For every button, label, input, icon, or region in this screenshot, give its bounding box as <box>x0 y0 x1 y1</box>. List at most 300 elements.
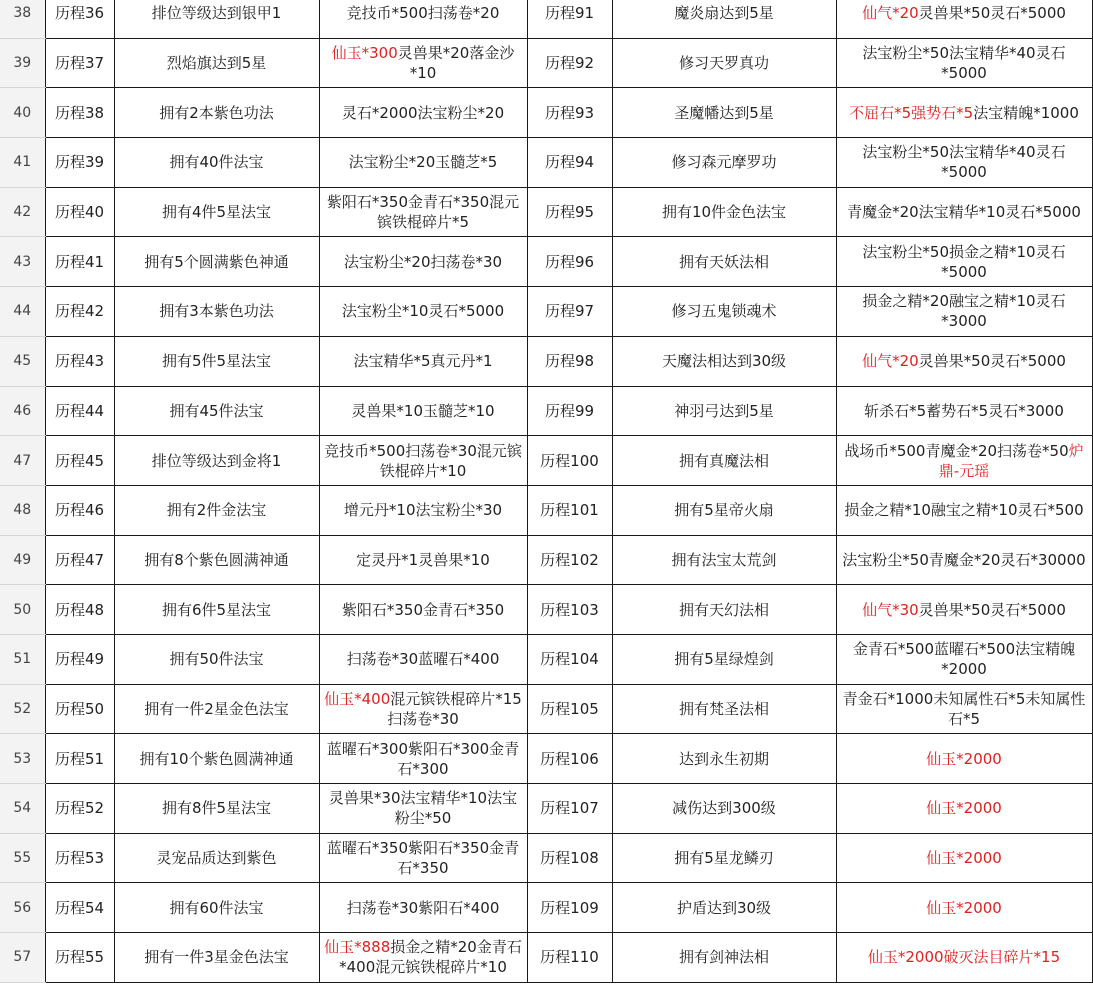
reward-segment: 青魔金*20法宝精华*10灵石*5000 <box>847 203 1081 222</box>
table-row <box>0 734 1092 784</box>
milestone-id-text: 历程53 <box>54 849 105 868</box>
left-task[interactable] <box>114 138 319 188</box>
row-number-label: 40 <box>13 104 32 121</box>
right-task[interactable] <box>612 287 836 337</box>
milestone-id-text: 历程101 <box>540 501 599 520</box>
milestone-id-text: 历程42 <box>54 302 105 321</box>
table-row <box>0 933 1092 983</box>
right-reward[interactable] <box>836 187 1092 237</box>
reward-segment: 法宝粉尘*50损金之精*10灵石*5000 <box>862 242 1066 281</box>
reward-segment: 定灵丹*1灵兽果*10 <box>356 550 490 569</box>
row-number[interactable] <box>0 585 45 635</box>
reward-segment: 损金之精*10融宝之精*10灵石*500 <box>844 501 1084 520</box>
task-text: 拥有5星绿煌剑 <box>674 650 774 669</box>
task-text: 修习五鬼锁魂术 <box>671 302 777 321</box>
right-reward[interactable] <box>836 88 1092 138</box>
left-task[interactable] <box>114 784 319 834</box>
table-row <box>0 485 1092 535</box>
table-row <box>0 684 1092 734</box>
task-text: 修习天罗真功 <box>678 54 769 73</box>
reward-segment: 法宝粉尘*10灵石*5000 <box>341 302 505 321</box>
right-task[interactable] <box>612 585 836 635</box>
left-milestone-id[interactable] <box>45 933 114 983</box>
reward-segment: 灵石*2000法宝粉尘*20 <box>341 103 505 122</box>
right-milestone-id[interactable] <box>527 883 612 933</box>
left-reward[interactable] <box>319 734 527 784</box>
task-text: 排位等级达到金将1 <box>151 451 282 470</box>
left-task[interactable] <box>114 634 319 684</box>
right-reward[interactable] <box>836 237 1092 287</box>
reward-segment: 仙气*20 <box>862 352 919 371</box>
task-text: 拥有一件3星金色法宝 <box>144 948 289 967</box>
task-text: 修习森元摩罗功 <box>671 153 777 172</box>
table-row <box>0 883 1092 933</box>
right-milestone-id[interactable] <box>527 336 612 386</box>
row-number-label: 52 <box>13 700 32 717</box>
right-reward[interactable] <box>836 38 1092 88</box>
task-text: 拥有天妖法相 <box>678 252 769 271</box>
row-number-label: 57 <box>13 949 32 966</box>
task-text: 拥有天幻法相 <box>678 600 769 619</box>
right-milestone-id[interactable] <box>527 833 612 883</box>
milestone-id-text: 历程47 <box>54 550 105 569</box>
right-task[interactable] <box>612 933 836 983</box>
milestone-id-text: 历程41 <box>54 252 105 271</box>
row-number[interactable] <box>0 237 45 287</box>
right-reward[interactable] <box>836 336 1092 386</box>
left-milestone-id[interactable] <box>45 138 114 188</box>
left-task[interactable] <box>114 485 319 535</box>
right-reward[interactable] <box>836 386 1092 436</box>
row-number[interactable] <box>0 833 45 883</box>
right-reward[interactable] <box>836 535 1092 585</box>
row-number-label: 44 <box>13 303 32 320</box>
right-milestone-id[interactable] <box>527 485 612 535</box>
row-number[interactable] <box>0 88 45 138</box>
table-row <box>0 88 1092 138</box>
right-milestone-id[interactable] <box>527 684 612 734</box>
table-row <box>0 634 1092 684</box>
left-task[interactable] <box>114 88 319 138</box>
task-text: 拥有8件5星法宝 <box>161 799 272 818</box>
task-text: 天魔法相达到30级 <box>661 352 787 371</box>
left-reward[interactable] <box>319 287 527 337</box>
reward-segment: 仙玉*2000 <box>926 749 1002 768</box>
right-milestone-id[interactable] <box>527 187 612 237</box>
reward-segment: 增元丹*10法宝粉尘*30 <box>343 501 503 520</box>
task-text: 拥有60件法宝 <box>169 898 264 917</box>
row-number-label: 41 <box>13 154 32 171</box>
milestone-id-text: 历程48 <box>54 600 105 619</box>
reward-segment: 法宝粉尘*20扫荡卷*30 <box>343 252 503 271</box>
reward-segment: 紫阳石*350金青石*350混元镔铁棍碎片*5 <box>326 193 520 232</box>
right-reward[interactable] <box>836 734 1092 784</box>
row-number-label: 53 <box>13 750 32 767</box>
right-milestone-id[interactable] <box>527 634 612 684</box>
reward-segment: 灵兽果*50灵石*5000 <box>918 4 1066 23</box>
left-milestone-id[interactable] <box>45 585 114 635</box>
reward-segment: 扫荡卷*30紫阳石*400 <box>346 898 500 917</box>
right-task[interactable] <box>612 535 836 585</box>
task-text: 拥有5件5星法宝 <box>161 352 272 371</box>
milestone-id-text: 历程40 <box>54 203 105 222</box>
table-row <box>0 287 1092 337</box>
task-text: 护盾达到30级 <box>676 898 772 917</box>
reward-segment: 灵兽果*30法宝精华*10法宝粉尘*50 <box>328 789 518 828</box>
milestone-id-text: 历程99 <box>544 401 595 420</box>
row-number-label: 56 <box>13 899 32 916</box>
left-task[interactable] <box>114 933 319 983</box>
right-task[interactable] <box>612 784 836 834</box>
left-task[interactable] <box>114 336 319 386</box>
left-task[interactable] <box>114 585 319 635</box>
left-reward[interactable] <box>319 933 527 983</box>
right-milestone-id[interactable] <box>527 585 612 635</box>
task-text: 拥有50件法宝 <box>169 650 264 669</box>
milestone-id-text: 历程54 <box>54 898 105 917</box>
reward-segment: 损金之精*20融宝之精*10灵石*3000 <box>862 292 1066 331</box>
right-task[interactable] <box>612 187 836 237</box>
table-row <box>0 386 1092 436</box>
left-task[interactable] <box>114 436 319 486</box>
row-number-label: 42 <box>13 204 32 221</box>
left-task[interactable] <box>114 684 319 734</box>
left-reward[interactable] <box>319 485 527 535</box>
task-text: 拥有4件5星法宝 <box>161 203 272 222</box>
task-text: 拥有5星帝火扇 <box>674 501 774 520</box>
reward-segment: 扫荡卷*30蓝曜石*400 <box>346 650 500 669</box>
row-number-label: 46 <box>13 402 32 419</box>
right-reward[interactable] <box>836 138 1092 188</box>
right-milestone-id[interactable] <box>527 535 612 585</box>
left-milestone-id[interactable] <box>45 485 114 535</box>
right-milestone-id[interactable] <box>527 734 612 784</box>
left-reward[interactable] <box>319 88 527 138</box>
right-reward[interactable] <box>836 585 1092 635</box>
table-row <box>0 237 1092 287</box>
right-task[interactable] <box>612 237 836 287</box>
milestone-id-text: 历程37 <box>54 54 105 73</box>
right-reward[interactable] <box>836 684 1092 734</box>
left-milestone-id[interactable] <box>45 88 114 138</box>
row-number[interactable] <box>0 535 45 585</box>
left-reward[interactable] <box>319 0 527 38</box>
left-task[interactable] <box>114 734 319 784</box>
milestone-id-text: 历程38 <box>54 103 105 122</box>
left-reward[interactable] <box>319 833 527 883</box>
milestone-id-text: 历程43 <box>54 352 105 371</box>
table-row <box>0 833 1092 883</box>
task-text: 拥有8个紫色圆满神通 <box>144 550 289 569</box>
milestone-id-text: 历程91 <box>544 4 595 23</box>
table-row <box>0 585 1092 635</box>
left-task[interactable] <box>114 386 319 436</box>
right-reward[interactable] <box>836 833 1092 883</box>
milestone-id-text: 历程52 <box>54 799 105 818</box>
milestone-id-text: 历程98 <box>544 352 595 371</box>
left-milestone-id[interactable] <box>45 684 114 734</box>
right-task[interactable] <box>612 138 836 188</box>
left-reward[interactable] <box>319 684 527 734</box>
right-task[interactable] <box>612 684 836 734</box>
left-milestone-id[interactable] <box>45 784 114 834</box>
right-task[interactable] <box>612 485 836 535</box>
reward-segment: 金青石*500蓝曜石*500法宝精魄*2000 <box>852 640 1076 679</box>
milestone-id-text: 历程102 <box>540 550 599 569</box>
milestone-id-text: 历程44 <box>54 401 105 420</box>
reward-segment: 法宝精魄*1000 <box>973 103 1079 122</box>
milestone-id-text: 历程109 <box>540 898 599 917</box>
row-number[interactable] <box>0 138 45 188</box>
right-milestone-id[interactable] <box>527 287 612 337</box>
left-milestone-id[interactable] <box>45 336 114 386</box>
right-milestone-id[interactable] <box>527 933 612 983</box>
reward-segment: 仙玉*2000 <box>926 799 1002 818</box>
milestone-id-text: 历程94 <box>544 153 595 172</box>
reward-segment: 仙玉*2000 <box>926 849 1002 868</box>
left-task[interactable] <box>114 237 319 287</box>
left-reward[interactable] <box>319 585 527 635</box>
reward-segment: 仙玉*888 <box>324 938 391 957</box>
left-task[interactable] <box>114 287 319 337</box>
task-text: 拥有2件金法宝 <box>166 501 267 520</box>
task-text: 灵宠品质达到紫色 <box>156 849 277 868</box>
row-number[interactable] <box>0 0 45 38</box>
milestone-id-text: 历程49 <box>54 650 105 669</box>
task-text: 拥有10个紫色圆满神通 <box>139 749 294 768</box>
row-number-label: 48 <box>13 502 32 519</box>
milestone-id-text: 历程39 <box>54 153 105 172</box>
right-task[interactable] <box>612 0 836 38</box>
right-task[interactable] <box>612 883 836 933</box>
row-number-label: 51 <box>13 651 32 668</box>
right-milestone-id[interactable] <box>527 88 612 138</box>
reward-segment: 法宝精华*5真元丹*1 <box>353 352 493 371</box>
row-number-label: 50 <box>13 601 32 618</box>
milestone-id-text: 历程36 <box>54 4 105 23</box>
reward-segment: 仙玉*2000 <box>926 898 1002 917</box>
table-row <box>0 436 1092 486</box>
reward-segment: 仙玉*400 <box>324 689 391 708</box>
left-reward[interactable] <box>319 336 527 386</box>
left-task[interactable] <box>114 883 319 933</box>
milestone-id-text: 历程51 <box>54 749 105 768</box>
row-number-label: 47 <box>13 452 32 469</box>
reward-segment: 混元镔铁棍碎片*15扫荡卷*30 <box>387 689 522 728</box>
milestone-id-text: 历程104 <box>540 650 599 669</box>
row-number[interactable] <box>0 784 45 834</box>
row-number[interactable] <box>0 38 45 88</box>
reward-segment: 灵兽果*20落金沙*10 <box>397 44 515 83</box>
left-milestone-id[interactable] <box>45 237 114 287</box>
reward-segment: 紫阳石*350金青石*350 <box>341 600 505 619</box>
left-reward[interactable] <box>319 784 527 834</box>
left-milestone-id[interactable] <box>45 833 114 883</box>
milestone-id-text: 历程97 <box>544 302 595 321</box>
left-milestone-id[interactable] <box>45 0 114 38</box>
row-number[interactable] <box>0 436 45 486</box>
left-milestone-id[interactable] <box>45 535 114 585</box>
milestone-id-text: 历程45 <box>54 451 105 470</box>
table-row <box>0 784 1092 834</box>
left-reward[interactable] <box>319 187 527 237</box>
right-reward[interactable] <box>836 0 1092 38</box>
milestone-id-text: 历程108 <box>540 849 599 868</box>
task-text: 神羽弓达到5星 <box>674 401 774 420</box>
reward-segment: 竞技币*500扫荡卷*20 <box>346 4 500 23</box>
milestone-id-text: 历程110 <box>540 948 599 967</box>
right-task[interactable] <box>612 336 836 386</box>
left-reward[interactable] <box>319 386 527 436</box>
task-text: 拥有10件金色法宝 <box>661 203 787 222</box>
reward-segment: 蓝曜石*300紫阳石*300金青石*300 <box>326 739 520 778</box>
left-task[interactable] <box>114 187 319 237</box>
right-reward[interactable] <box>836 634 1092 684</box>
task-text: 拥有3本紫色功法 <box>159 302 274 321</box>
right-milestone-id[interactable] <box>527 38 612 88</box>
milestone-id-text: 历程55 <box>54 948 105 967</box>
milestone-id-text: 历程95 <box>544 203 595 222</box>
row-number[interactable] <box>0 634 45 684</box>
right-reward[interactable] <box>836 784 1092 834</box>
reward-segment: 斩杀石*5蓄势石*5灵石*3000 <box>864 401 1064 420</box>
row-number[interactable] <box>0 933 45 983</box>
task-text: 拥有5星龙鳞刃 <box>674 849 774 868</box>
reward-segment: 战场币*500青魔金*20扫荡卷*50 <box>844 441 1069 460</box>
reward-segment: 法宝粉尘*20玉髓芝*5 <box>348 153 498 172</box>
right-milestone-id[interactable] <box>527 237 612 287</box>
task-text: 拥有40件法宝 <box>169 153 264 172</box>
right-reward[interactable] <box>836 485 1092 535</box>
right-reward[interactable] <box>836 287 1092 337</box>
row-number-label: 55 <box>13 850 32 867</box>
reward-segment: 法宝粉尘*50青魔金*20灵石*30000 <box>842 550 1086 569</box>
left-task[interactable] <box>114 0 319 38</box>
task-text: 拥有剑神法相 <box>678 948 769 967</box>
table-row <box>0 336 1092 386</box>
row-number[interactable] <box>0 336 45 386</box>
milestone-id-text: 历程93 <box>544 103 595 122</box>
reward-segment: 灵兽果*50灵石*5000 <box>918 600 1066 619</box>
right-task[interactable] <box>612 436 836 486</box>
left-reward[interactable] <box>319 38 527 88</box>
reward-segment: 不屈石*5强势石*5 <box>849 103 974 122</box>
left-reward[interactable] <box>319 436 527 486</box>
task-text: 拥有法宝太荒剑 <box>671 550 777 569</box>
left-reward[interactable] <box>319 634 527 684</box>
reward-segment: 法宝粉尘*50法宝精华*40灵石*5000 <box>862 143 1066 182</box>
reward-segment: 竞技币*500扫荡卷*30混元镔铁棍碎片*10 <box>324 441 522 480</box>
left-task[interactable] <box>114 38 319 88</box>
left-milestone-id[interactable] <box>45 187 114 237</box>
task-text: 圣魔幡达到5星 <box>674 103 774 122</box>
task-text: 拥有5个圆满紫色神通 <box>144 252 289 271</box>
milestone-id-text: 历程50 <box>54 699 105 718</box>
milestone-id-text: 历程106 <box>540 749 599 768</box>
row-number-label: 38 <box>13 5 32 22</box>
task-text: 魔炎扇达到5星 <box>674 4 774 23</box>
reward-segment: 蓝曜石*350紫阳石*350金青石*350 <box>326 839 520 878</box>
right-milestone-id[interactable] <box>527 436 612 486</box>
left-milestone-id[interactable] <box>45 436 114 486</box>
row-number[interactable] <box>0 883 45 933</box>
reward-segment: 损金之精*20金青石*400混元镔铁棍碎片*10 <box>339 938 522 977</box>
reward-segment: 法宝粉尘*50法宝精华*40灵石*5000 <box>862 44 1066 83</box>
left-reward[interactable] <box>319 883 527 933</box>
left-reward[interactable] <box>319 237 527 287</box>
task-text: 拥有真魔法相 <box>678 451 769 470</box>
table-row <box>0 0 1092 38</box>
reward-segment: 仙玉*300 <box>331 44 398 63</box>
milestone-id-text: 历程103 <box>540 600 599 619</box>
task-text: 拥有6件5星法宝 <box>161 600 272 619</box>
reward-segment: 仙气*30 <box>862 600 919 619</box>
row-number[interactable] <box>0 734 45 784</box>
right-milestone-id[interactable] <box>527 138 612 188</box>
task-text: 拥有45件法宝 <box>169 401 264 420</box>
milestone-id-text: 历程92 <box>544 54 595 73</box>
right-milestone-id[interactable] <box>527 784 612 834</box>
right-milestone-id[interactable] <box>527 386 612 436</box>
table-row <box>0 38 1092 88</box>
left-milestone-id[interactable] <box>45 386 114 436</box>
milestone-id-text: 历程96 <box>544 252 595 271</box>
reward-segment: 灵兽果*10玉髓芝*10 <box>351 401 495 420</box>
left-task[interactable] <box>114 833 319 883</box>
right-task[interactable] <box>612 734 836 784</box>
task-text: 排位等级达到银甲1 <box>151 4 282 23</box>
task-text: 拥有2本紫色功法 <box>159 103 274 122</box>
table-row <box>0 138 1092 188</box>
right-reward[interactable] <box>836 883 1092 933</box>
task-text: 减伤达到300级 <box>672 799 776 818</box>
task-text: 拥有梵圣法相 <box>678 699 769 718</box>
reward-segment: 仙玉*2000破灭法目碎片*15 <box>867 948 1061 967</box>
reward-segment: 仙气*20 <box>862 4 919 23</box>
row-number[interactable] <box>0 386 45 436</box>
table-row <box>0 535 1092 585</box>
milestone-id-text: 历程107 <box>540 799 599 818</box>
row-number[interactable] <box>0 287 45 337</box>
right-task[interactable] <box>612 38 836 88</box>
task-text: 达到永生初期 <box>678 749 769 768</box>
left-milestone-id[interactable] <box>45 287 114 337</box>
right-task[interactable] <box>612 833 836 883</box>
reward-segment: 青金石*1000未知属性石*5未知属性石*5 <box>842 689 1086 728</box>
row-number[interactable] <box>0 684 45 734</box>
right-milestone-id[interactable] <box>527 0 612 38</box>
right-reward[interactable] <box>836 933 1092 983</box>
left-milestone-id[interactable] <box>45 734 114 784</box>
milestone-id-text: 历程105 <box>540 699 599 718</box>
right-task[interactable] <box>612 386 836 436</box>
left-reward[interactable] <box>319 535 527 585</box>
right-reward[interactable] <box>836 436 1092 486</box>
row-number[interactable] <box>0 187 45 237</box>
left-milestone-id[interactable] <box>45 634 114 684</box>
left-milestone-id[interactable] <box>45 38 114 88</box>
row-number-label: 39 <box>13 55 32 72</box>
row-number-label: 45 <box>13 353 32 370</box>
left-milestone-id[interactable] <box>45 883 114 933</box>
left-task[interactable] <box>114 535 319 585</box>
right-task[interactable] <box>612 634 836 684</box>
reward-segment: 炉鼎-元瑶 <box>938 441 1084 480</box>
left-reward[interactable] <box>319 138 527 188</box>
row-number[interactable] <box>0 485 45 535</box>
right-task[interactable] <box>612 88 836 138</box>
table-row <box>0 187 1092 237</box>
